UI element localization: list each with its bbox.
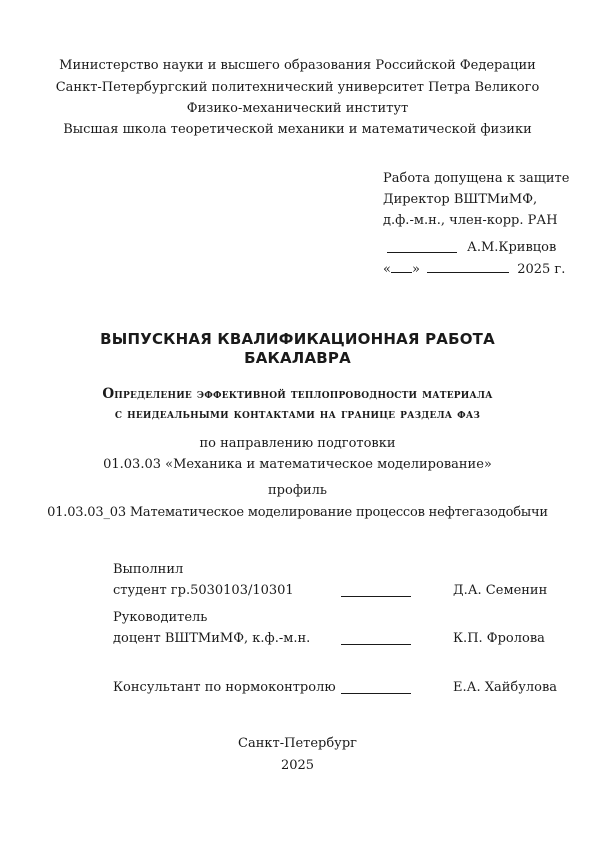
date-quote-open: « xyxy=(383,262,391,277)
date-year: 2025 г. xyxy=(517,262,566,277)
director-name: А.М.Кривцов xyxy=(467,240,557,255)
supervisor-name: К.П. Фролова xyxy=(453,631,545,646)
author-role: Выполнил xyxy=(113,562,184,577)
footer-city: Санкт-Петербург xyxy=(238,736,357,751)
university-line: Санкт-Петербургский политехнический университет Петра Великого xyxy=(55,80,540,95)
admitted-text: Работа допущена к защите xyxy=(383,171,570,186)
profile-value: 01.03.03_03 Математическое моделирование процессов нефтегазодобычи xyxy=(47,505,548,520)
author-name: Д.А. Семенин xyxy=(453,583,548,598)
date-day-line xyxy=(391,271,412,273)
work-title-line1: ВЫПУСКНАЯ КВАЛИФИКАЦИОННАЯ РАБОТА xyxy=(100,330,495,348)
date-quote-close: » xyxy=(411,262,420,277)
consultant-signature-line xyxy=(341,693,411,694)
ministry-line: Министерство науки и высшего образования Российской Федерации xyxy=(59,58,536,73)
approval-date xyxy=(383,262,565,277)
supervisor-role: Руководитель xyxy=(113,610,208,625)
supervisor-signature-line xyxy=(341,644,411,645)
footer-year: 2025 xyxy=(280,758,315,773)
direction-value: 01.03.03 «Механика и математическое моделирование» xyxy=(103,457,492,472)
author-signature-line xyxy=(341,596,411,597)
profile-label: профиль xyxy=(268,483,327,498)
topic-line2: с неидеальными контактами на границе раздела фаз xyxy=(114,406,481,422)
direction-label: по направлению подготовки xyxy=(199,436,396,451)
topic-line1: Определение эффективной теплопроводности материала xyxy=(102,386,493,402)
consultant-position: Консультант по нормоконтролю xyxy=(113,680,336,695)
supervisor-position: доцент ВШТМиМФ, к.ф.-м.н. xyxy=(113,631,311,646)
date-month-line xyxy=(427,271,509,273)
consultant-name: Е.А. Хайбулова xyxy=(453,680,558,695)
school-line: Высшая школа теоретической механики и математической физики xyxy=(63,122,532,137)
director-signature-line xyxy=(387,252,457,253)
author-position: студент гр.5030103/10301 xyxy=(113,583,294,598)
director-position: Директор ВШТМиМФ, xyxy=(383,192,538,207)
director-degree: д.ф.-м.н., член-корр. РАН xyxy=(383,213,558,228)
work-title-line2: БАКАЛАВРА xyxy=(244,349,351,367)
institute-line: Физико-механический институт xyxy=(186,101,409,116)
